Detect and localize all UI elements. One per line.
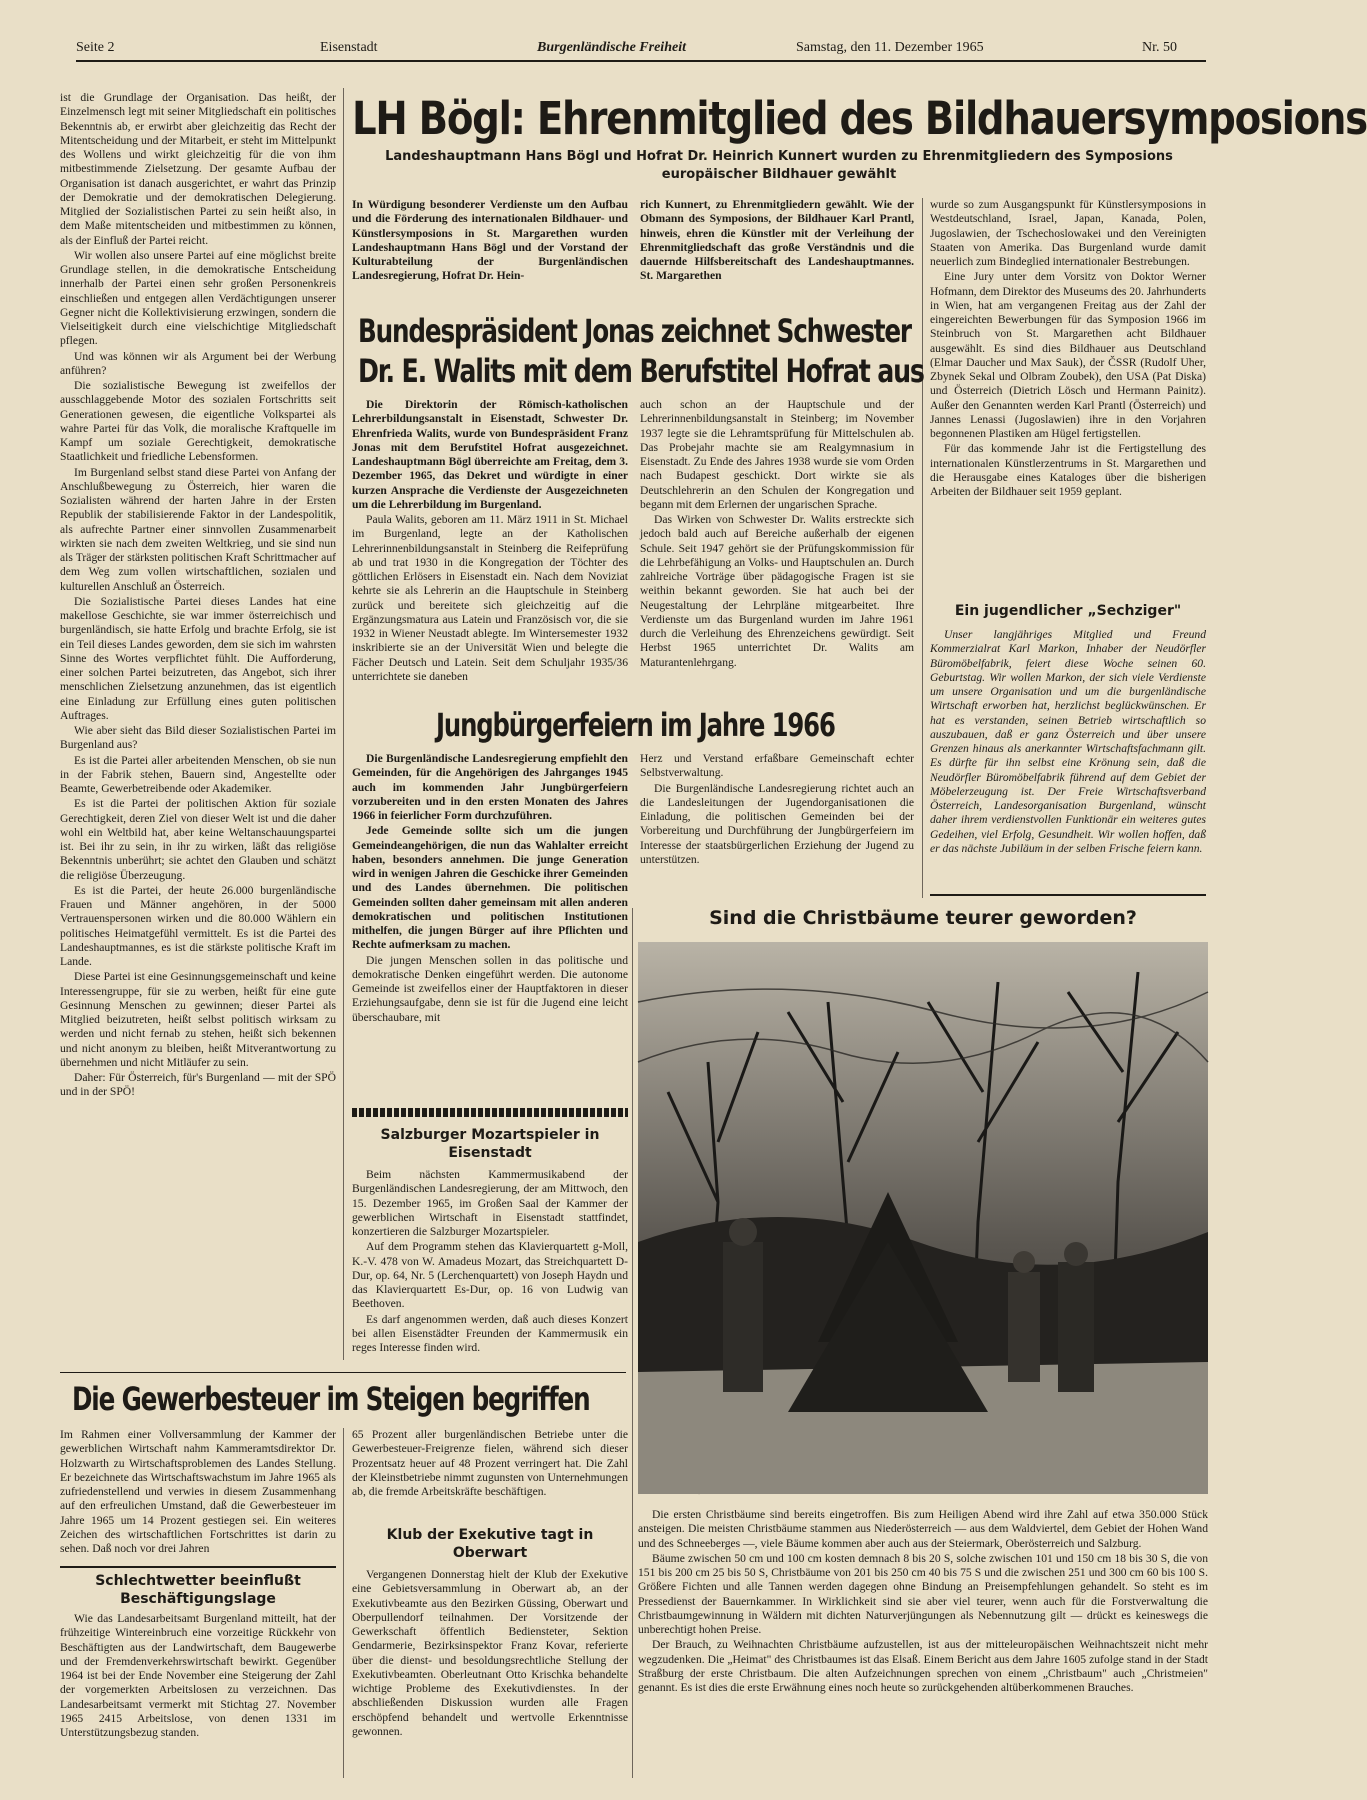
boegl-subhead: Landeshauptmann Hans Bögl und Hofrat Dr. Heinrich Kunnert wurden zu Ehrenmitgliedern des Symposions europäischer Bildhauer gewählt [385, 149, 1173, 182]
issue-date: Samstag, den 11. Dezember 1965 [796, 40, 984, 55]
boegl-col2: rich Kunnert, zu Ehrenmitgliedern gewählt. Wie der Obmann des Symposions, der Bildhauer Karl Prantl, hinweis, ehren die Künstler mit der Verleihung der Ehrenmitgliedschaft das große Verständnis und die dauernde Hilfsbereitschaft des Landeshauptmannes. St. Margarethen [640, 198, 914, 283]
left-paragraph: Es ist die Partei aller arbeitenden Menschen, ob sie nun in der Fabrik stehen, Bauern sind, Angestellte oder Beamte, Gewerbetreibende oder Akademiker. [60, 753, 336, 795]
issue-number: Nr. 50 [1142, 40, 1177, 55]
left-paragraph: Es ist die Partei der politischen Aktion für soziale Gerechtigkeit, deren Ziel von dieser Welt ist und die daher wohl ein Weltbild hat, aber keine Weltanschauungspartei ist. Bei ihr zu sein, in ihr zu wirken, läßt das religiöse Bekenntnis unberührt; sie achtet den Glauben und schätzt die religiöse Überzeugung. [60, 797, 336, 882]
jungbuerger-col1 [352, 752, 628, 1118]
schlechtwetter-headline: Schlechtwetter beeinflußt Beschäftigungslage [95, 1573, 301, 1608]
column-divider [343, 88, 344, 1360]
jungbuerger-col2 [640, 752, 914, 882]
mozart-body [352, 1168, 628, 1368]
jungbuerger-lead: Die Burgenländische Landesregierung empfiehlt den Gemeinden, für die Angehörigen des Jahrganges 1945 auch im kommenden Jahr Jungbürgerfeiern vorzubereiten und in den ersten Monaten des Jahres 1966 in feierlicher Form durchzuführen. [352, 752, 628, 822]
jonas-paragraph: Das Wirken von Schwester Dr. Walits erstreckte sich jedoch bald auch auf Bereiche außerhalb der eigenen Schule. Seit 1947 gehört sie der Prüfungskommission für die Lehrbefähigung an Volks- und Hauptschulen an. Durch zahlreiche Vorträge über pädagogische Fragen ist sie weithin bekannt geworden. Sie hat auch bei der Neugestaltung der Lehrpläne mitgearbeitet. Ihre Verdienste um das Burgenland wurden im Jahre 1961 durch die Verleihung des Ehrenzeichens gewürdigt. Seit Herbst 1965 unterrichtet Dr. Walits am Maturantenlehrgang. [640, 513, 914, 669]
jonas-paragraph: auch schon an der Hauptschule und der Lehrerinnenbildungsanstalt in Steinberg; im November 1937 legte sie die Lehramtsprüfung für Mittelschulen ab. Das Probejahr machte sie am Realgymnasium in Eisenstadt. Zu Ende des Jahres 1938 wurde sie vom Orden nach Budapest geschickt. Dort wirkte sie als Deutschlehrerin an den Schulen der Kongregation und begann mit dem Erlernen der ungarischen Sprache. [640, 398, 914, 511]
boegl-col3-paragraph: Eine Jury unter dem Vorsitz von Doktor Werner Hofmann, dem Direktor des Museums des 20. Jahrhunderts in Wien, hat am vergangenen Freitag aus der Zahl der eingereichten Bewerbungen für das Symposion 1966 im Steinbruch von St. Margarethen acht Bildhauer ausgewählt. Es sind dies Bildhauer aus Deutschland (Elmar Daucher und Max Sauk), der ČSSR (Rudolf Uher, Zbynek Sekal und Olbram Zoubek), den USA (Pat Diska) und Österreich (Dietrich Lösch und Hermann Painitz). Außer den Genannten werden Karl Prantl (Österreich) und Jannes Lenassi (Jugoslawien) ihre in den Vorjahren begonnenen Plastiken am Hügel fertigstellen. [930, 270, 1206, 440]
boegl-headline: LH Bögl: Ehrenmitglied des Bildhauersymposions [352, 92, 1367, 145]
gewerbe-col1: Im Rahmen einer Vollversammlung der Kammer der gewerblichen Wirtschaft nahm Kammeramtsdirektor Dr. Holzwarth zu Wirtschaftsproblemen des Landes Stellung. Er bezeichnete das Wirtschaftswachstum im Jahre 1965 als zufriedenstellend und verwies in diesem Zusammenhang auf den erfreulichen Umstand, daß die Gewerbesteuer im Jahre 1965 um 14 Prozent gestiegen sei. Ein weiteres Zeichen des wirtschaftlichen Fortschrittes ist darin zu sehen. Daß noch vor drei Jahren [60, 1428, 336, 1555]
left-paragraph: Wir wollen also unsere Partei auf eine möglichst breite Grundlage stellen, in die demokratische Entscheidung innerhalb der Partei einen sehr großen Personenkreis einschließen und entgegen allen Verdächtigungen unserer Gegner nicht die Kollektivisierung erzwingen, sondern die Vielseitigkeit durch eine vielschichtige Mitgliedschaft pflegen. [60, 248, 336, 348]
left-paragraph: Es ist die Partei, der heute 26.000 burgenländische Frauen und Männer angehören, in der 5000 Vertrauenspersonen wirken und die 80.000 Wählern ein politisches Heimatgefühl vermittelt. Es ist die Partei des Landeshauptmannes, es ist die stärkste politische Kraft im Lande. [60, 883, 336, 968]
exekutive-headline: Klub der Exekutive tagt in Oberwart [386, 1527, 594, 1562]
left-paragraph: ist die Grundlage der Organisation. Das heißt, der Einzelmensch legt mit seiner Mitgliedschaft ein politisches Bekenntnis ab, er erwirbt aber gleichzeitig das Recht der Mitentscheidung und der Mitarbeit, er steht im Mittelpunkt des Wollens und wirkt gleichzeitig für die von ihm mitbestimmende Zielsetzung. Der gesamte Aufbau der Organisation ist danach ausgerichtet, er wahrt das Prinzip der Demokratie und der demokratischen Delegierung. Mitglied der Sozialistischen Partei zu sein heißt also, in dem Maße mitentscheiden und mitbestimmen zu können, als der Einfluß der Partei reicht. [60, 91, 336, 247]
paper-name: Burgenländische Freiheit [537, 40, 686, 55]
christbaum-paragraph: Der Brauch, zu Weihnachten Christbäume aufzustellen, ist aus der mitteleuropäischen Weihnachtszeit nicht mehr wegzudenken. Die „Heimat" des Christbaumes ist das Elsaß. Einem Bericht aus dem Jahre 1605 zufolge stand in der Stadt Straßburg der erste Christbaum. Die alten Aufzeichnungen sprechen von einem „Christbaum" auch „Christmeien" genannt. Es ist dies die erste Erwähnung eines noch heute so zurückgehenden altüberkommenen Brauches. [638, 1638, 1208, 1694]
section-rule [930, 894, 1206, 896]
jungbuerger-paragraph: Die jungen Menschen sollen in das politische und demokratische Denken eingeführt werden. Die autonome Gemeinde ist zweifellos einer der Hauptfaktoren in dieser Erziehungsaufgabe, denn sie ist für die Jugend eine leicht überschaubare, mit [352, 953, 628, 1024]
left-paragraph: Daher: Für Österreich, für's Burgenland — mit der SPÖ und in der SPÖ! [60, 1071, 336, 1099]
section-rule [60, 1372, 626, 1373]
sechziger-headline: Ein jugendlicher „Sechziger" [954, 603, 1182, 619]
boegl-col3-paragraph: Für das kommende Jahr ist die Fertigstellung des internationalen Künstlerzentrums in St. Margarethen und die Herausgabe eines Kataloges über die bisherigen Arbeiten der Bildhauer seit 1959 geplant. [930, 442, 1206, 498]
column-divider [632, 908, 633, 1778]
jungbuerger-paragraph: Herz und Verstand erfaßbare Gemeinschaft echter Selbstverwaltung. [640, 752, 914, 780]
jonas-col2 [640, 398, 914, 692]
mozart-headline: Salzburger Mozartspieler in Eisenstadt [380, 1127, 600, 1162]
mozart-paragraph: Beim nächsten Kammermusikabend der Burgenländischen Landesregierung, der am Mittwoch, den 15. Dezember 1965, im Großen Saal der Kammer der gewerblichen Wirtschaft in Eisenstadt stattfindet, konzertieren die Salzburger Mozartspieler. [352, 1168, 628, 1238]
gewerbe-headline: Die Gewerbesteuer im Steigen begriffen [72, 1380, 590, 1418]
christbaum-paragraph: Die ersten Christbäume sind bereits eingetroffen. Bis zum Heiligen Abend wird ihre Zahl auf etwa 350.000 Stück ansteigen. Die meisten Christbäume stammen aus Niederösterreich — aus dem Waldviertel, dem Gebiet der Hohen Wand und des Schneeberges —, viele Bäume kommen aber auch aus der Steiermark, Oberösterreich und Salzburg. [638, 1508, 1208, 1550]
jungbuerger-headline: Jungbürgerfeiern im Jahre 1966 [436, 706, 835, 744]
sechziger-body: Unser langjähriges Mitglied und Freund Kommerzialrat Karl Markon, Inhaber der Neudörfler Büromöbelfabrik, feiert diese Woche seinen 60. Geburtstag. Wir wollen Markon, der sich viele Verdienste um unsere Organisation und um die burgenländische Wirtschaft erworben hat, herzlichst beglückwünschen. Er hat es verstanden, seinen Betrieb wirtschaftlich so auszubauen, daß er ganz Österreich und über unsere Grenzen hinaus als anerkannter Wirtschaftsfachmann gilt. Es dürfte für ihn selbst eine Krönung sein, daß die Neudörfler Büromöbelfabrik führend auf dem Gebiet der Möbelerzeugung ist. Der Freie Wirtschaftsverband Österreich, Landesorganisation Burgenland, wünscht daher ihrem verdienstvollen Funktionär ein weiteres gutes Gedeihen, viel Erfolg, Gesundheit. Wir wollen hoffen, daß er das nächste Jubiläum in der selben Frische feiern kann. [930, 628, 1206, 855]
gewerbe-col2: 65 Prozent aller burgenländischen Betriebe unter die Gewerbesteuer-Freigrenze fielen, während sich dieser Prozentsatz heuer auf 48 Prozent verringert hat. Die Zahl der Kleinstbetriebe nimmt zugunsten von Unternehmungen ab, die fremde Arbeitskräfte beschäftigen. [352, 1428, 628, 1498]
place: Eisenstadt [320, 40, 378, 55]
left-paragraph: Im Burgenland selbst stand diese Partei von Anfang der Anschlußbewegung zu Österreich, hier waren die Sozialisten während der harten Jahre in der Ersten Republik der stabilisierende Faktor in der Landespolitik, als aufrechte Partner einer sinnvollen Zusammenarbeit wirkten sie nach dem zweiten Weltkrieg, und sie sind nun als Träger der stärksten politischen Kraft Schrittmacher auf dem Weg zum vollen wirtschaftlichen, sozialen und kulturellen Anschluß an Österreich. [60, 465, 336, 593]
jonas-headline-line2: Dr. E. Walits mit dem Berufstitel Hofrat aus [358, 352, 924, 390]
section-rule [60, 1566, 336, 1568]
boegl-col1: In Würdigung besonderer Verdienste um den Aufbau und die Förderung des internationalen Bildhauer- und Künstlersymposions in St. Margarethen wurden Landeshauptmann Hans Bögl und der Vorstand der Kulturabteilung der Burgenländischen Landesregierung, Hofrat Dr. Hein- [352, 198, 628, 283]
christmas-tree-market-photo [638, 942, 1208, 1494]
left-paragraph: Die sozialistische Bewegung ist zweifellos der ausschlaggebende Motor des sozialen Fortschritts seit Generationen gewesen, die eigentliche Volkspartei als wahre Partei für das Volk, die moralische Kraftquelle im Kampf um soziale Gerechtigkeit, demokratische Staatlichkeit und friedliche Lebensformen. [60, 379, 336, 464]
jonas-headline-line1: Bundespräsident Jonas zeichnet Schwester [358, 312, 911, 350]
left-column [60, 91, 336, 1359]
christbaum-body [638, 1508, 1208, 1778]
jungbuerger-paragraph: Die Burgenländische Landesregierung richtet auch an die Landesleitungen der Jugendorganisationen die Einladung, die politischen Gemeinden bei der Vorbereitung und Durchführung der Jungbürgerfeiern im Interesse der staatsbürgerlichen Erziehung der Jugend zu unterstützen. [640, 781, 914, 866]
jungbuerger-lead2: Jede Gemeinde sollte sich um die jungen Gemeindeangehörigen, die nun das Wahlalter erreicht haben, besonders annehmen. Die junge Generation wird in wenigen Jahren die Geschicke ihrer Gemeinden und des Landes übernehmen. Die politischen Gemeinden sollten daher gemeinsam mit allen anderen demokratischen und politischen Institutionen mithelfen, die jungen Bürger auf ihre Pflichten und Rechte aufmerksam zu machen. [352, 824, 628, 952]
jonas-lead: Die Direktorin der Römisch-katholischen Lehrerbildungsanstalt in Eisenstadt, Schwester Dr. Ehrenfrieda Walits, wurde von Bundespräsident Franz Jonas mit dem Berufstitel Hofrat ausgezeichnet. Landeshauptmann Bögl überreichte am Freitag, dem 3. Dezember 1965, das Dekret und würdigte in einer kurzen Ansprache die Verdienste der Ausgezeichneten um die Lehrerbildung im Burgenland. [352, 398, 628, 511]
jonas-col1 [352, 398, 628, 692]
mozart-paragraph: Es darf angenommen werden, daß auch dieses Konzert bei allen Eisenstädter Freunden der Kammermusik ein reges Interesse finden wird. [352, 1312, 628, 1354]
left-paragraph: Diese Partei ist eine Gesinnungsgemeinschaft und keine Interessengruppe, für sie zu werben, heißt für eine gute Gesinnung Menschen zu gewinnen; dieser Partei als Mitglied beizutreten, heißt selbst politisch wirksam zu werden und nicht fernab zu stehen, heißt sich bekennen und nicht anonym zu bleiben, heißt Mitverantwortung zu übernehmen und nicht Mitläufer zu sein. [60, 970, 336, 1069]
christbaum-paragraph: Bäume zwischen 50 cm und 100 cm kosten demnach 8 bis 20 S, solche zwischen 101 und 150 cm 18 bis 30 S, die von 151 bis 200 cm 25 bis 50 S, Christbäume von 201 bis 250 cm 40 bis 75 S und die zwischen 251 und 300 cm 60 bis 100 S. Größere Fichten und alle Tannen werden dagegen ohne Bindung an Preisempfehlungen gehandelt. So steht es im Pressedienst der Bauernkammer. In Wirklichkeit sind sie aber viel teurer, wenn auch für die Forstverwaltung die Christbaumgewinnung in Wäldern mit dichten Naturverjüngungen als Nebennutzung gilt — drückt es keineswegs die unberechtigt hohen Preise. [638, 1551, 1208, 1636]
boegl-col3 [930, 198, 1206, 592]
boegl-col3-paragraph: wurde so zum Ausgangspunkt für Künstlersymposions in Westdeutschland, Israel, Japan, Kanada, Polen, Jugoslawien, der Tschechoslowakei und den Vereinigten Staaten von Amerika. Das Burgenland wurde damit neuerlich zum Bindeglied internationaler Bestrebungen. [930, 198, 1206, 268]
left-paragraph: Und was können wir als Argument bei der Werbung anführen? [60, 349, 336, 377]
exekutive-body: Vergangenen Donnerstag hielt der Klub der Exekutive eine Gebietsversammlung in Oberwart ab, an der Exekutivbeamte aus den Bezirken Güssing, Oberwart und Oberpullendorf teilnahmen. Der Vorsitzende der Gewerkschaft öffentlich Bediensteter, Sektion Gendarmerie, Bezirksinspektor Franz Kovar, referierte über die dienst- und besoldungsrechtliche Stellung der Exekutivbeamten. Oberleutnant Otto Krischka behandelte wichtige Probleme des Exekutivdienstes. In der abschließenden Diskussion wurden alle Fragen erschöpfend behandelt und wertvolle Erkenntnisse gewonnen. [352, 1568, 628, 1738]
left-paragraph: Wie aber sieht das Bild dieser Sozialistischen Partei im Burgenland aus? [60, 724, 336, 752]
column-divider [922, 198, 923, 898]
schlechtwetter-body: Wie das Landesarbeitsamt Burgenland mitteilt, hat der frühzeitige Wintereinbruch eine vorzeitige Rückkehr von Beschäftigten aus der Landwirtschaft, dem Baugewerbe und der Fremdenverkehrswirtschaft bewirkt. Gegenüber 1964 ist bei der Ende November eine Steigerung der Zahl der vorgemerkten Arbeitslosen zu verzeichnen. Das Landesarbeitsamt vermerkt mit Stichtag 27. November 1965 2415 Arbeitslose, von denen 1331 im Unterstützungsbezug standen. [60, 1612, 336, 1739]
left-paragraph: Die Sozialistische Partei dieses Landes hat eine makellose Geschichte, sie war immer österreichisch und burgenländisch, sie hatte Erfolg und brachte Erfolg, sie ist ein Teil dieses Landes geworden, dem sie sich im wahrsten Sinne des Wortes verpflichtet fühlt. Die Aufforderung, einer solchen Partei beizutreten, das Angebot, sich ihrer menschlichen Zielsetzung anzunehmen, das ist eigentlich eine Einladung zur Erfüllung eines guten politischen Auftrages. [60, 594, 336, 722]
mozart-paragraph: Auf dem Programm stehen das Klavierquartett g-Moll, K.-V. 478 von W. Amadeus Mozart, das Streichquartett D-Dur, op. 64, Nr. 5 (Lerchenquartett) von Joseph Haydn und das Klavierquartett Es-Dur, op. 16 von Ludwig van Beethoven. [352, 1240, 628, 1311]
header-rule [76, 60, 1206, 62]
column-divider [343, 1428, 344, 1778]
running-head [76, 40, 1206, 62]
page-number: Seite 2 [76, 40, 115, 55]
jonas-paragraph: Paula Walits, geboren am 11. März 1911 in St. Michael im Burgenland, legte an der Katholischen Lehrerinnenbildungsanstalt in Steinberg die Reifeprüfung ab und trat 1930 in die Kongregation der Töchter des göttlichen Erlösers in Eisenstadt ein. Nach dem Noviziat kehrte sie als Lehrerin an die Hauptschule in Steinberg zurück und bereitete sich gleichzeitig auf die Ergänzungsmatura aus Latein und Französisch vor, die sie 1932 in Wiener Neustadt ablegte. Im Wintersemester 1932 inskribierte sie an der Universität Wien und belegte die Fächer Deutsch und Latein. Seit dem Schuljahr 1935/36 unterrichtete sie daneben [352, 513, 628, 683]
christbaum-headline: Sind die Christbäume teurer geworden? [709, 907, 1137, 929]
section-separator [352, 1108, 628, 1117]
